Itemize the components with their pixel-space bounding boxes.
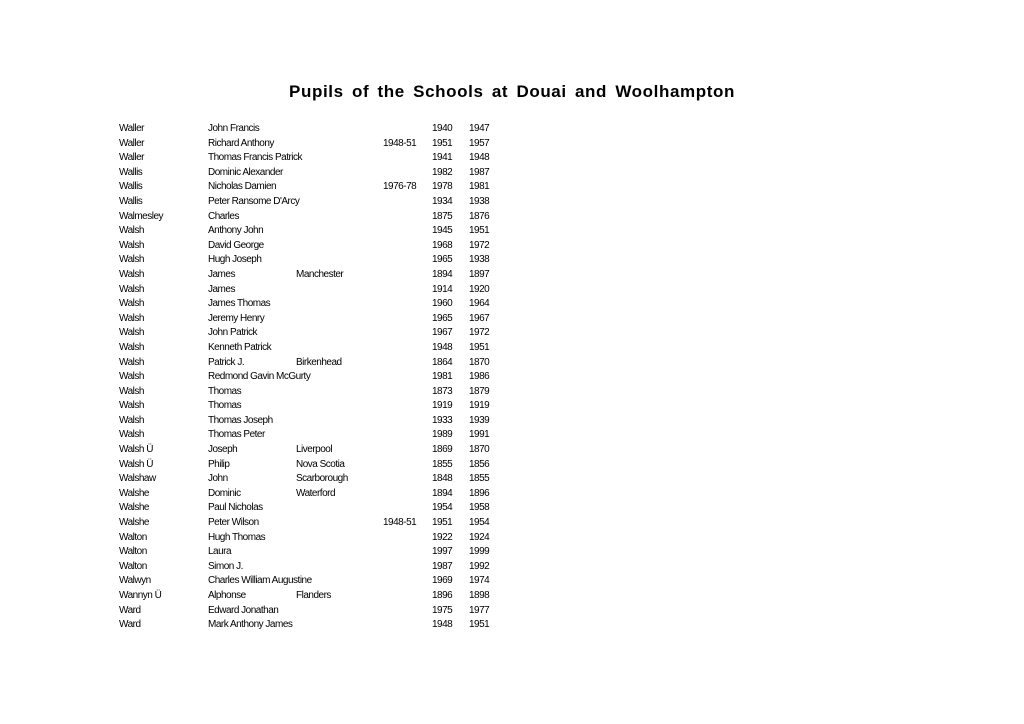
entry-year-cell: 1945 xyxy=(432,225,453,237)
forenames-cell: Philip xyxy=(208,458,230,470)
list-item xyxy=(119,210,519,225)
entry-year-cell: 1922 xyxy=(432,531,453,543)
entry-year-cell: 1869 xyxy=(432,444,453,456)
leaving-year-cell: 1967 xyxy=(469,312,490,324)
entry-year-cell: 1975 xyxy=(432,604,453,616)
surname-cell: Wallis xyxy=(119,195,143,207)
leaving-year-cell: 1897 xyxy=(469,268,490,280)
list-item xyxy=(119,180,519,195)
period-cell: 1948-51 xyxy=(383,517,417,529)
list-item xyxy=(119,458,519,473)
surname-cell: Waller xyxy=(119,152,144,164)
surname-cell: Walsh xyxy=(119,298,144,310)
leaving-year-cell: 1870 xyxy=(469,444,490,456)
entry-year-cell: 1951 xyxy=(432,137,453,149)
forenames-cell: Alphonse xyxy=(208,590,246,601)
surname-cell: Ward xyxy=(119,604,141,616)
entry-year-cell: 1894 xyxy=(432,487,453,499)
leaving-year-cell: 1879 xyxy=(469,385,490,397)
leaving-year-cell: 1948 xyxy=(469,152,490,164)
list-item xyxy=(119,443,519,458)
list-item xyxy=(119,137,519,152)
forenames-cell: James Thomas xyxy=(208,298,271,310)
forenames-cell: Peter Wilson xyxy=(208,517,259,529)
list-item xyxy=(119,545,519,560)
surname-cell: Walton xyxy=(119,560,147,572)
list-item xyxy=(119,370,519,385)
forenames-cell: John Patrick xyxy=(208,327,258,339)
surname-cell: Walsh xyxy=(119,327,144,339)
entry-year-cell: 1894 xyxy=(432,268,453,280)
entry-year-cell: 1982 xyxy=(432,166,453,178)
list-item xyxy=(119,122,519,137)
leaving-year-cell: 1954 xyxy=(469,517,490,529)
entry-year-cell: 1948 xyxy=(432,619,453,631)
entry-year-cell: 1968 xyxy=(432,239,453,251)
leaving-year-cell: 1951 xyxy=(469,341,490,353)
forenames-cell: John xyxy=(208,473,228,485)
leaving-year-cell: 1992 xyxy=(469,560,490,572)
surname-cell: Wallis xyxy=(119,181,143,193)
leaving-year-cell: 1987 xyxy=(469,166,490,178)
entry-year-cell: 1873 xyxy=(432,385,453,397)
forenames-cell: Thomas Peter xyxy=(208,429,265,441)
entry-year-cell: 1965 xyxy=(432,254,453,266)
surname-cell: Walsh xyxy=(119,239,144,251)
leaving-year-cell: 1981 xyxy=(469,181,490,193)
surname-cell: Walton xyxy=(119,531,147,543)
forenames-cell: Hugh Thomas xyxy=(208,531,266,543)
period-cell: 1948-51 xyxy=(383,137,417,149)
forenames-cell: Charles xyxy=(208,210,239,222)
forenames-cell: Thomas xyxy=(208,400,242,412)
forenames-cell: Mark Anthony James xyxy=(208,619,293,631)
list-item xyxy=(119,166,519,181)
surname-cell: Walsh xyxy=(119,341,144,353)
leaving-year-cell: 1947 xyxy=(469,123,490,134)
surname-cell: Walsh xyxy=(119,400,144,412)
entry-year-cell: 1987 xyxy=(432,560,453,572)
surname-cell: Walwyn xyxy=(119,575,151,587)
list-item xyxy=(119,283,519,298)
list-item xyxy=(119,516,519,531)
entry-year-cell: 1914 xyxy=(432,283,453,295)
list-item xyxy=(119,618,519,633)
forenames-cell: Dominic Alexander xyxy=(208,166,283,178)
entry-year-cell: 1941 xyxy=(432,152,453,164)
surname-cell: Walsh xyxy=(119,356,144,368)
list-item xyxy=(119,385,519,400)
place-cell: Flanders xyxy=(296,590,331,601)
list-item xyxy=(119,239,519,254)
surname-cell: Walsh xyxy=(119,371,144,383)
forenames-cell: Joseph xyxy=(208,444,238,456)
leaving-year-cell: 1919 xyxy=(469,400,490,412)
list-item xyxy=(119,195,519,210)
entry-year-cell: 1951 xyxy=(432,517,453,529)
list-item xyxy=(119,560,519,575)
forenames-cell: Jeremy Henry xyxy=(208,312,265,324)
leaving-year-cell: 1876 xyxy=(469,210,490,222)
leaving-year-cell: 1958 xyxy=(469,502,490,514)
entry-year-cell: 1948 xyxy=(432,341,453,353)
place-cell: Nova Scotia xyxy=(296,458,345,470)
forenames-cell: Thomas Joseph xyxy=(208,414,273,426)
leaving-year-cell: 1938 xyxy=(469,254,490,266)
place-cell: Birkenhead xyxy=(296,356,342,368)
leaving-year-cell: 1957 xyxy=(469,137,490,149)
list-item xyxy=(119,531,519,546)
entry-year-cell: 1965 xyxy=(432,312,453,324)
forenames-cell: David George xyxy=(208,239,264,251)
place-cell: Manchester xyxy=(296,268,344,280)
entry-year-cell: 1940 xyxy=(432,123,453,134)
list-item xyxy=(119,312,519,327)
surname-cell: Walsh xyxy=(119,283,144,295)
place-cell: Scarborough xyxy=(296,473,348,485)
leaving-year-cell: 1924 xyxy=(469,531,490,543)
list-item xyxy=(119,574,519,589)
place-cell: Liverpool xyxy=(296,444,333,456)
forenames-cell: Redmond Gavin McGurty xyxy=(208,371,311,383)
forenames-cell: Nicholas Damien xyxy=(208,181,277,193)
surname-cell: Walton xyxy=(119,546,147,558)
surname-cell: Walsh xyxy=(119,268,144,280)
leaving-year-cell: 1999 xyxy=(469,546,490,558)
entry-year-cell: 1896 xyxy=(432,590,453,601)
entry-year-cell: 1969 xyxy=(432,575,453,587)
leaving-year-cell: 1972 xyxy=(469,327,490,339)
leaving-year-cell: 1972 xyxy=(469,239,490,251)
forenames-cell: Richard Anthony xyxy=(208,137,274,149)
list-item xyxy=(119,224,519,239)
forenames-cell: Simon J. xyxy=(208,560,243,572)
list-item xyxy=(119,589,519,604)
forenames-cell: Edward Jonathan xyxy=(208,604,279,616)
forenames-cell: Thomas Francis Patrick xyxy=(208,152,303,164)
forenames-cell: John Francis xyxy=(208,123,260,134)
forenames-cell: James xyxy=(208,283,235,295)
leaving-year-cell: 1964 xyxy=(469,298,490,310)
surname-cell: Walsh xyxy=(119,312,144,324)
surname-cell: Walsh xyxy=(119,385,144,397)
surname-cell: Walsh xyxy=(119,225,144,237)
list-item xyxy=(119,297,519,312)
leaving-year-cell: 1870 xyxy=(469,356,490,368)
place-cell: Waterford xyxy=(296,487,336,499)
forenames-cell: Dominic xyxy=(208,487,241,499)
list-item xyxy=(119,399,519,414)
forenames-cell: Peter Ransome D'Arcy xyxy=(208,195,300,207)
list-item xyxy=(119,356,519,371)
surname-cell: Walsh Ü xyxy=(119,444,153,456)
forenames-cell: Charles William Augustine xyxy=(208,575,312,587)
leaving-year-cell: 1991 xyxy=(469,429,490,441)
list-item xyxy=(119,253,519,268)
entry-year-cell: 1864 xyxy=(432,356,453,368)
leaving-year-cell: 1951 xyxy=(469,619,490,631)
surname-cell: Walsh xyxy=(119,414,144,426)
leaving-year-cell: 1920 xyxy=(469,283,490,295)
entry-year-cell: 1934 xyxy=(432,195,453,207)
list-item xyxy=(119,414,519,429)
leaving-year-cell: 1974 xyxy=(469,575,490,587)
surname-cell: Walshe xyxy=(119,502,149,514)
leaving-year-cell: 1855 xyxy=(469,473,490,485)
entry-year-cell: 1960 xyxy=(432,298,453,310)
forenames-cell: Hugh Joseph xyxy=(208,254,262,266)
leaving-year-cell: 1856 xyxy=(469,458,490,470)
surname-cell: Walsh xyxy=(119,254,144,266)
forenames-cell: Patrick J. xyxy=(208,356,245,368)
forenames-cell: Paul Nicholas xyxy=(208,502,263,514)
entry-year-cell: 1981 xyxy=(432,371,453,383)
forenames-cell: Thomas xyxy=(208,385,242,397)
surname-cell: Wallis xyxy=(119,166,143,178)
surname-cell: Walshaw xyxy=(119,473,156,485)
surname-cell: Waller xyxy=(119,123,144,134)
surname-cell: Ward xyxy=(119,619,141,631)
entry-year-cell: 1855 xyxy=(432,458,453,470)
list-item xyxy=(119,487,519,502)
entry-year-cell: 1875 xyxy=(432,210,453,222)
entry-year-cell: 1919 xyxy=(432,400,453,412)
forenames-cell: James xyxy=(208,268,235,280)
entry-year-cell: 1978 xyxy=(432,181,453,193)
entry-year-cell: 1989 xyxy=(432,429,453,441)
surname-cell: Wannyn Ü xyxy=(119,590,162,601)
surname-cell: Walshe xyxy=(119,487,149,499)
leaving-year-cell: 1896 xyxy=(469,487,490,499)
leaving-year-cell: 1951 xyxy=(469,225,490,237)
surname-cell: Walshe xyxy=(119,517,149,529)
leaving-year-cell: 1986 xyxy=(469,371,490,383)
period-cell: 1976-78 xyxy=(383,181,417,193)
leaving-year-cell: 1938 xyxy=(469,195,490,207)
surname-cell: Walsh Ü xyxy=(119,458,153,470)
surname-cell: Walmesley xyxy=(119,210,164,222)
list-item xyxy=(119,428,519,443)
entry-year-cell: 1848 xyxy=(432,473,453,485)
leaving-year-cell: 1977 xyxy=(469,604,490,616)
list-item xyxy=(119,341,519,356)
forenames-cell: Laura xyxy=(208,546,232,558)
list-item xyxy=(119,472,519,487)
list-item xyxy=(119,151,519,166)
entry-year-cell: 1933 xyxy=(432,414,453,426)
list-item xyxy=(119,501,519,516)
leaving-year-cell: 1939 xyxy=(469,414,490,426)
entry-year-cell: 1954 xyxy=(432,502,453,514)
list-item xyxy=(119,326,519,341)
list-item xyxy=(119,268,519,283)
surname-cell: Waller xyxy=(119,137,144,149)
pupil-register-list xyxy=(119,122,519,633)
surname-cell: Walsh xyxy=(119,429,144,441)
forenames-cell: Anthony John xyxy=(208,225,264,237)
forenames-cell: Kenneth Patrick xyxy=(208,341,272,353)
leaving-year-cell: 1898 xyxy=(469,590,490,601)
entry-year-cell: 1967 xyxy=(432,327,453,339)
list-item xyxy=(119,604,519,619)
page-title: Pupils of the Schools at Douai and Woolhampton xyxy=(289,82,735,101)
entry-year-cell: 1997 xyxy=(432,546,453,558)
